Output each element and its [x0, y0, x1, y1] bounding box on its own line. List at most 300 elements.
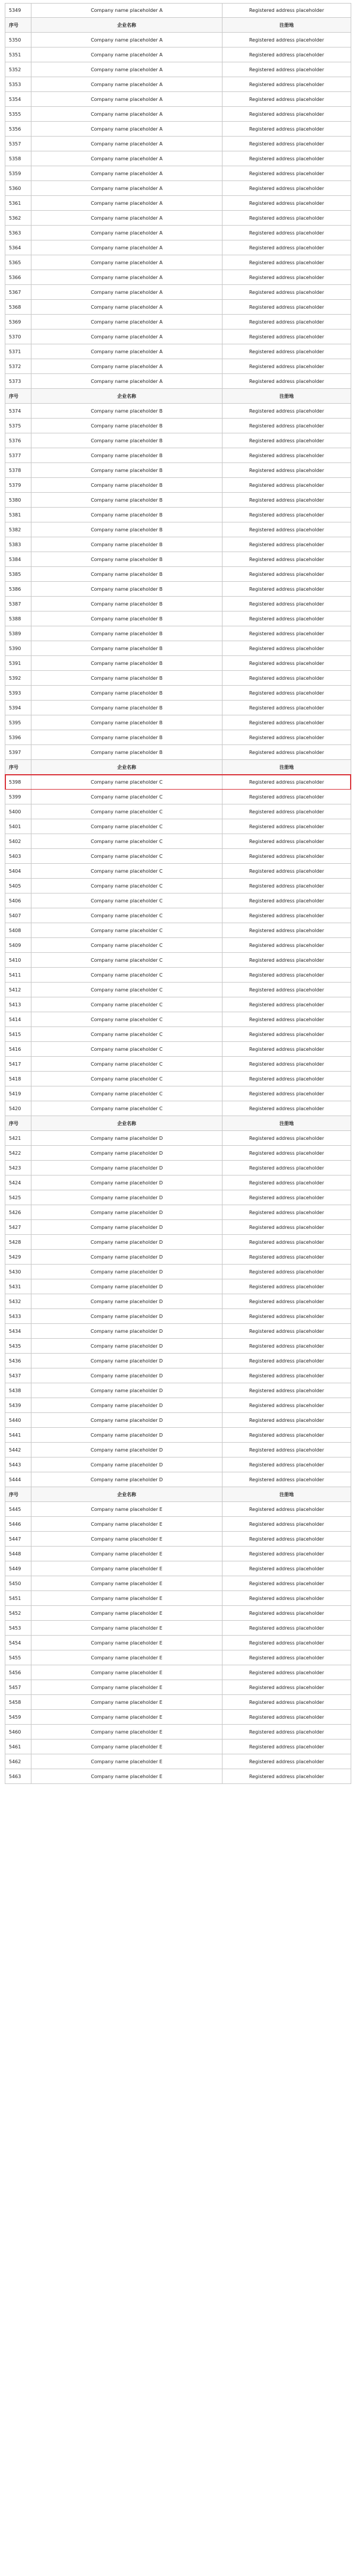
company-name: Company name placeholder C: [31, 1086, 223, 1101]
table-row: [5, 1354, 351, 1368]
registered-place: Registered address placeholder: [249, 987, 325, 993]
table-row: [5, 1665, 351, 1680]
registered-place: Registered address placeholder: [249, 1610, 325, 1616]
row-number: 5454: [5, 1636, 31, 1650]
table-row: [5, 804, 351, 819]
table-row: [5, 745, 351, 760]
table-row: [5, 1472, 351, 1487]
company-name: Company name placeholder C: [31, 968, 223, 982]
table-header-row: [5, 389, 351, 404]
registered-place: Registered address placeholder: [249, 1432, 325, 1438]
registered-place: Registered address placeholder: [249, 1699, 325, 1705]
registered-place: Registered address placeholder: [249, 1016, 325, 1022]
table-row: [5, 211, 351, 226]
table-header-row: [5, 18, 351, 33]
registered-place: Registered address placeholder: [249, 1669, 325, 1675]
registered-place: Registered address placeholder: [249, 1595, 325, 1601]
row-number: 5415: [5, 1027, 31, 1041]
table-row: [5, 285, 351, 300]
registered-place: Registered address placeholder: [249, 1076, 325, 1082]
row-number: 5442: [5, 1443, 31, 1457]
table-row: [5, 1413, 351, 1428]
table-row: [5, 1636, 351, 1650]
registered-place: Registered address placeholder: [249, 1209, 325, 1215]
company-name: Company name placeholder C: [31, 997, 223, 1012]
table-row: [5, 1146, 351, 1161]
table-row: [5, 626, 351, 641]
registered-place: Registered address placeholder: [249, 942, 325, 948]
row-number: 5392: [5, 671, 31, 685]
registered-place: Registered address placeholder: [249, 1180, 325, 1186]
registered-place: Registered address placeholder: [249, 319, 325, 325]
registered-place: Registered address placeholder: [249, 289, 325, 295]
table-header-row: [5, 1487, 351, 1502]
table-row: [5, 478, 351, 493]
company-name: Company name placeholder B: [31, 404, 223, 418]
header-no: 序号: [5, 1116, 31, 1130]
row-number: 5414: [5, 1012, 31, 1026]
row-number: 5366: [5, 270, 31, 284]
row-number: 5377: [5, 448, 31, 462]
table-row: [5, 1042, 351, 1057]
row-number: 5368: [5, 300, 31, 314]
registered-place: Registered address placeholder: [249, 274, 325, 280]
company-name: Company name placeholder C: [31, 893, 223, 908]
company-name: Company name placeholder D: [31, 1205, 223, 1219]
row-number: 5390: [5, 641, 31, 655]
registered-place: Registered address placeholder: [249, 823, 325, 829]
registered-place: Registered address placeholder: [249, 497, 325, 503]
registered-place: Registered address placeholder: [249, 1402, 325, 1408]
registered-place: Registered address placeholder: [249, 1773, 325, 1779]
row-number: 5402: [5, 834, 31, 848]
table-row: [5, 1502, 351, 1517]
company-name: Company name placeholder C: [31, 804, 223, 819]
company-name: Company name placeholder E: [31, 1621, 223, 1635]
registered-place: Registered address placeholder: [249, 8, 325, 13]
company-name: Company name placeholder C: [31, 938, 223, 952]
row-number: 5404: [5, 864, 31, 878]
company-name: Company name placeholder B: [31, 686, 223, 700]
row-number: 5419: [5, 1086, 31, 1101]
row-number: 5399: [5, 790, 31, 804]
header-place: 注册地: [279, 393, 294, 399]
row-number: 5357: [5, 137, 31, 151]
table-row: [5, 1368, 351, 1383]
row-number: 5370: [5, 329, 31, 344]
table-row: [5, 315, 351, 329]
company-name: Company name placeholder C: [31, 1101, 223, 1116]
table-row: [5, 433, 351, 448]
registered-place: Registered address placeholder: [249, 957, 325, 963]
table-row: [5, 1086, 351, 1101]
row-number: 5418: [5, 1072, 31, 1086]
company-name: Company name placeholder E: [31, 1561, 223, 1576]
table-row: [5, 938, 351, 953]
row-number: 5449: [5, 1561, 31, 1576]
row-number: 5376: [5, 433, 31, 448]
table-row: [5, 329, 351, 344]
company-name: Company name placeholder B: [31, 522, 223, 537]
table-row: [5, 448, 351, 463]
row-number: 5352: [5, 62, 31, 77]
registered-place: Registered address placeholder: [249, 52, 325, 58]
row-number: 5427: [5, 1220, 31, 1234]
row-number: 5446: [5, 1517, 31, 1531]
row-number: 5437: [5, 1368, 31, 1383]
table-row: [5, 404, 351, 419]
table-row: [5, 226, 351, 240]
table-row: [5, 151, 351, 166]
table-row: [5, 1769, 351, 1784]
header-place: 注册地: [279, 1120, 294, 1126]
table-row: [5, 33, 351, 47]
registered-place: Registered address placeholder: [249, 348, 325, 354]
registered-place: Registered address placeholder: [249, 170, 325, 176]
table-row: [5, 923, 351, 938]
row-number: 5378: [5, 463, 31, 477]
row-number: 5411: [5, 968, 31, 982]
table-row: [5, 107, 351, 122]
company-name: Company name placeholder A: [31, 315, 223, 329]
table-row: [5, 1650, 351, 1665]
row-number: 5384: [5, 552, 31, 566]
registered-place: Registered address placeholder: [249, 215, 325, 221]
company-name: Company name placeholder B: [31, 582, 223, 596]
company-name: Company name placeholder A: [31, 47, 223, 62]
row-number: 5451: [5, 1591, 31, 1605]
registered-place: Registered address placeholder: [249, 96, 325, 102]
registered-place: Registered address placeholder: [249, 809, 325, 815]
table-row: [5, 983, 351, 997]
header-place: 注册地: [279, 22, 294, 28]
company-name: Company name placeholder A: [31, 374, 223, 388]
company-name: Company name placeholder D: [31, 1294, 223, 1308]
row-number: 5373: [5, 374, 31, 388]
table-row: [5, 1339, 351, 1354]
table-row: [5, 834, 351, 849]
table-row: [5, 730, 351, 745]
table-row: [5, 1739, 351, 1754]
table-row: [5, 686, 351, 701]
table-row: [5, 893, 351, 908]
company-name: Company name placeholder D: [31, 1472, 223, 1487]
company-name: Company name placeholder A: [31, 270, 223, 284]
company-name: Company name placeholder C: [31, 775, 223, 789]
row-number: 5389: [5, 626, 31, 641]
header-no: 序号: [5, 389, 31, 403]
registered-place: Registered address placeholder: [249, 1506, 325, 1512]
table-row: [5, 611, 351, 626]
table-row: [5, 1695, 351, 1710]
table-row: [5, 1398, 351, 1413]
company-name: Company name placeholder A: [31, 181, 223, 195]
row-number: 5461: [5, 1739, 31, 1754]
table-row: [5, 1294, 351, 1309]
header-name: 企业名称: [31, 389, 223, 403]
company-name: Company name placeholder C: [31, 1072, 223, 1086]
table-row: [5, 493, 351, 508]
table-row: [5, 671, 351, 686]
registered-place: Registered address placeholder: [249, 334, 325, 340]
registered-place: Registered address placeholder: [249, 616, 325, 622]
company-name: Company name placeholder B: [31, 493, 223, 507]
row-number: 5432: [5, 1294, 31, 1308]
company-name: Company name placeholder A: [31, 122, 223, 136]
company-name: Company name placeholder E: [31, 1680, 223, 1694]
table-row: [5, 1383, 351, 1398]
table-row: [5, 1190, 351, 1205]
company-name: Company name placeholder D: [31, 1398, 223, 1412]
registered-place: Registered address placeholder: [249, 660, 325, 666]
company-name: Company name placeholder B: [31, 701, 223, 715]
table-row: [5, 1279, 351, 1294]
table-row: [5, 1161, 351, 1175]
registered-place: Registered address placeholder: [249, 185, 325, 191]
table-row: [5, 1561, 351, 1576]
company-name: Company name placeholder B: [31, 597, 223, 611]
table-row: [5, 137, 351, 151]
registered-place: Registered address placeholder: [249, 1536, 325, 1542]
table-row: [5, 92, 351, 107]
registered-place: Registered address placeholder: [249, 1417, 325, 1423]
table-row: [5, 463, 351, 478]
company-name: Company name placeholder A: [31, 107, 223, 121]
table-row: [5, 1517, 351, 1532]
table-row: [5, 1205, 351, 1220]
table-row: [5, 1324, 351, 1339]
company-name: Company name placeholder C: [31, 834, 223, 848]
registered-place: Registered address placeholder: [249, 1002, 325, 1007]
row-number: 5385: [5, 567, 31, 581]
registered-place: Registered address placeholder: [249, 141, 325, 147]
table-row: [5, 62, 351, 77]
row-number: 5398: [5, 775, 31, 789]
company-name: Company name placeholder E: [31, 1591, 223, 1605]
table-row: [5, 1057, 351, 1072]
registered-place: Registered address placeholder: [249, 838, 325, 844]
registered-place: Registered address placeholder: [249, 1105, 325, 1111]
company-name: Company name placeholder E: [31, 1502, 223, 1516]
header-no: 序号: [5, 18, 31, 32]
row-number: 5369: [5, 315, 31, 329]
row-number: 5394: [5, 701, 31, 715]
row-number: 5362: [5, 211, 31, 225]
company-name: Company name placeholder B: [31, 448, 223, 462]
registered-place: Registered address placeholder: [249, 1239, 325, 1245]
company-name: Company name placeholder A: [31, 196, 223, 210]
company-name: Company name placeholder A: [31, 211, 223, 225]
row-number: 5429: [5, 1250, 31, 1264]
company-name: Company name placeholder A: [31, 285, 223, 299]
company-name: Company name placeholder A: [31, 77, 223, 91]
company-name: Company name placeholder E: [31, 1517, 223, 1531]
row-number: 5361: [5, 196, 31, 210]
registered-place: Registered address placeholder: [249, 1313, 325, 1319]
registered-place: Registered address placeholder: [249, 1150, 325, 1156]
registered-place: Registered address placeholder: [249, 1061, 325, 1067]
registered-place: Registered address placeholder: [249, 1254, 325, 1260]
row-number: 5457: [5, 1680, 31, 1694]
company-name: Company name placeholder D: [31, 1131, 223, 1145]
registered-place: Registered address placeholder: [249, 720, 325, 725]
table-row: [5, 419, 351, 433]
table-row: [5, 1428, 351, 1443]
company-name: Company name placeholder B: [31, 671, 223, 685]
registered-place: Registered address placeholder: [249, 1046, 325, 1052]
registered-place: Registered address placeholder: [249, 898, 325, 904]
registered-place: Registered address placeholder: [249, 1343, 325, 1349]
table-row: [5, 879, 351, 893]
table-row: [5, 775, 351, 790]
row-number: 5382: [5, 522, 31, 537]
table-row: [5, 240, 351, 255]
company-name: Company name placeholder C: [31, 953, 223, 967]
company-name: Company name placeholder C: [31, 864, 223, 878]
table-row: [5, 790, 351, 804]
table-row: [5, 537, 351, 552]
company-name: Company name placeholder B: [31, 715, 223, 730]
row-number: 5409: [5, 938, 31, 952]
company-name: Company name placeholder D: [31, 1324, 223, 1338]
company-name: Company name placeholder D: [31, 1190, 223, 1205]
registered-place: Registered address placeholder: [249, 853, 325, 859]
table-row: [5, 1027, 351, 1042]
company-name: Company name placeholder D: [31, 1175, 223, 1190]
row-number: 5397: [5, 745, 31, 759]
company-name: Company name placeholder D: [31, 1383, 223, 1398]
table-row: [5, 196, 351, 211]
row-number: 5424: [5, 1175, 31, 1190]
company-name: Company name placeholder B: [31, 463, 223, 477]
table-row: [5, 1532, 351, 1547]
row-number: 5438: [5, 1383, 31, 1398]
row-number: 5379: [5, 478, 31, 492]
row-number: 5421: [5, 1131, 31, 1145]
registered-place: Registered address placeholder: [249, 705, 325, 711]
table-row: [5, 641, 351, 656]
registered-place: Registered address placeholder: [249, 126, 325, 132]
registered-place: Registered address placeholder: [249, 230, 325, 236]
table-row: [5, 1072, 351, 1086]
registered-place: Registered address placeholder: [249, 1758, 325, 1764]
registered-place: Registered address placeholder: [249, 378, 325, 384]
row-number: 5410: [5, 953, 31, 967]
table-row: [5, 255, 351, 270]
registered-place: Registered address placeholder: [249, 883, 325, 889]
registered-place: Registered address placeholder: [249, 734, 325, 740]
company-name: Company name placeholder C: [31, 849, 223, 863]
header-name: 企业名称: [31, 1116, 223, 1130]
registered-place: Registered address placeholder: [249, 690, 325, 696]
table-row: [5, 552, 351, 567]
row-number: 5434: [5, 1324, 31, 1338]
row-number: 5452: [5, 1606, 31, 1620]
company-name: Company name placeholder B: [31, 656, 223, 670]
company-name: Company name placeholder E: [31, 1576, 223, 1590]
row-number: 5350: [5, 33, 31, 47]
registered-place: Registered address placeholder: [249, 1521, 325, 1527]
company-name: Company name placeholder D: [31, 1339, 223, 1353]
registered-place: Registered address placeholder: [249, 1551, 325, 1557]
registered-place: Registered address placeholder: [249, 408, 325, 414]
registered-place: Registered address placeholder: [249, 259, 325, 265]
company-name: Company name placeholder A: [31, 359, 223, 373]
registered-place: Registered address placeholder: [249, 37, 325, 43]
table-row: [5, 1101, 351, 1116]
row-number: 5413: [5, 997, 31, 1012]
row-number: 5431: [5, 1279, 31, 1294]
table-row: [5, 968, 351, 983]
registered-place: Registered address placeholder: [249, 1328, 325, 1334]
company-name: Company name placeholder D: [31, 1368, 223, 1383]
company-name: Company name placeholder C: [31, 1012, 223, 1026]
registered-place: Registered address placeholder: [249, 571, 325, 577]
company-name: Company name placeholder E: [31, 1769, 223, 1783]
table-row: [5, 1250, 351, 1265]
header-name: 企业名称: [31, 1487, 223, 1501]
table-row: [5, 47, 351, 62]
table-row: [5, 1710, 351, 1725]
row-number: 5383: [5, 537, 31, 552]
company-name: Company name placeholder E: [31, 1710, 223, 1724]
registered-place: Registered address placeholder: [249, 794, 325, 800]
company-name: Company name placeholder C: [31, 923, 223, 937]
company-name: Company name placeholder D: [31, 1309, 223, 1323]
row-number: 5425: [5, 1190, 31, 1205]
registered-place: Registered address placeholder: [249, 1476, 325, 1482]
company-name: Company name placeholder D: [31, 1443, 223, 1457]
company-name: Company name placeholder B: [31, 537, 223, 552]
table-row: [5, 1457, 351, 1472]
row-number: 5351: [5, 47, 31, 62]
row-number: 5445: [5, 1502, 31, 1516]
table-row: [5, 1576, 351, 1591]
row-number: 5367: [5, 285, 31, 299]
row-number: 5447: [5, 1532, 31, 1546]
row-number: 5450: [5, 1576, 31, 1590]
table-row: [5, 849, 351, 864]
row-number: 5375: [5, 419, 31, 433]
table-row: [5, 864, 351, 879]
company-name: Company name placeholder A: [31, 240, 223, 255]
company-name: Company name placeholder B: [31, 508, 223, 522]
header-place: 注册地: [279, 764, 294, 770]
company-name: Company name placeholder E: [31, 1695, 223, 1709]
row-number: 5380: [5, 493, 31, 507]
row-number: 5453: [5, 1621, 31, 1635]
row-number: 5371: [5, 344, 31, 359]
registered-place: Registered address placeholder: [249, 1387, 325, 1393]
row-number: 5462: [5, 1754, 31, 1769]
registered-place: Registered address placeholder: [249, 645, 325, 651]
row-number: 5372: [5, 359, 31, 373]
company-name: Company name placeholder E: [31, 1636, 223, 1650]
company-name: Company name placeholder C: [31, 819, 223, 834]
registered-place: Registered address placeholder: [249, 556, 325, 562]
company-name: Company name placeholder D: [31, 1235, 223, 1249]
company-name: Company name placeholder E: [31, 1665, 223, 1680]
row-number: 5441: [5, 1428, 31, 1442]
row-number: 5443: [5, 1457, 31, 1472]
registered-place: Registered address placeholder: [249, 868, 325, 874]
company-name: Company name placeholder C: [31, 1027, 223, 1041]
table-row: [5, 522, 351, 537]
company-name: Company name placeholder D: [31, 1457, 223, 1472]
company-name: Company name placeholder C: [31, 983, 223, 997]
company-name: Company name placeholder D: [31, 1354, 223, 1368]
row-number: 5363: [5, 226, 31, 240]
